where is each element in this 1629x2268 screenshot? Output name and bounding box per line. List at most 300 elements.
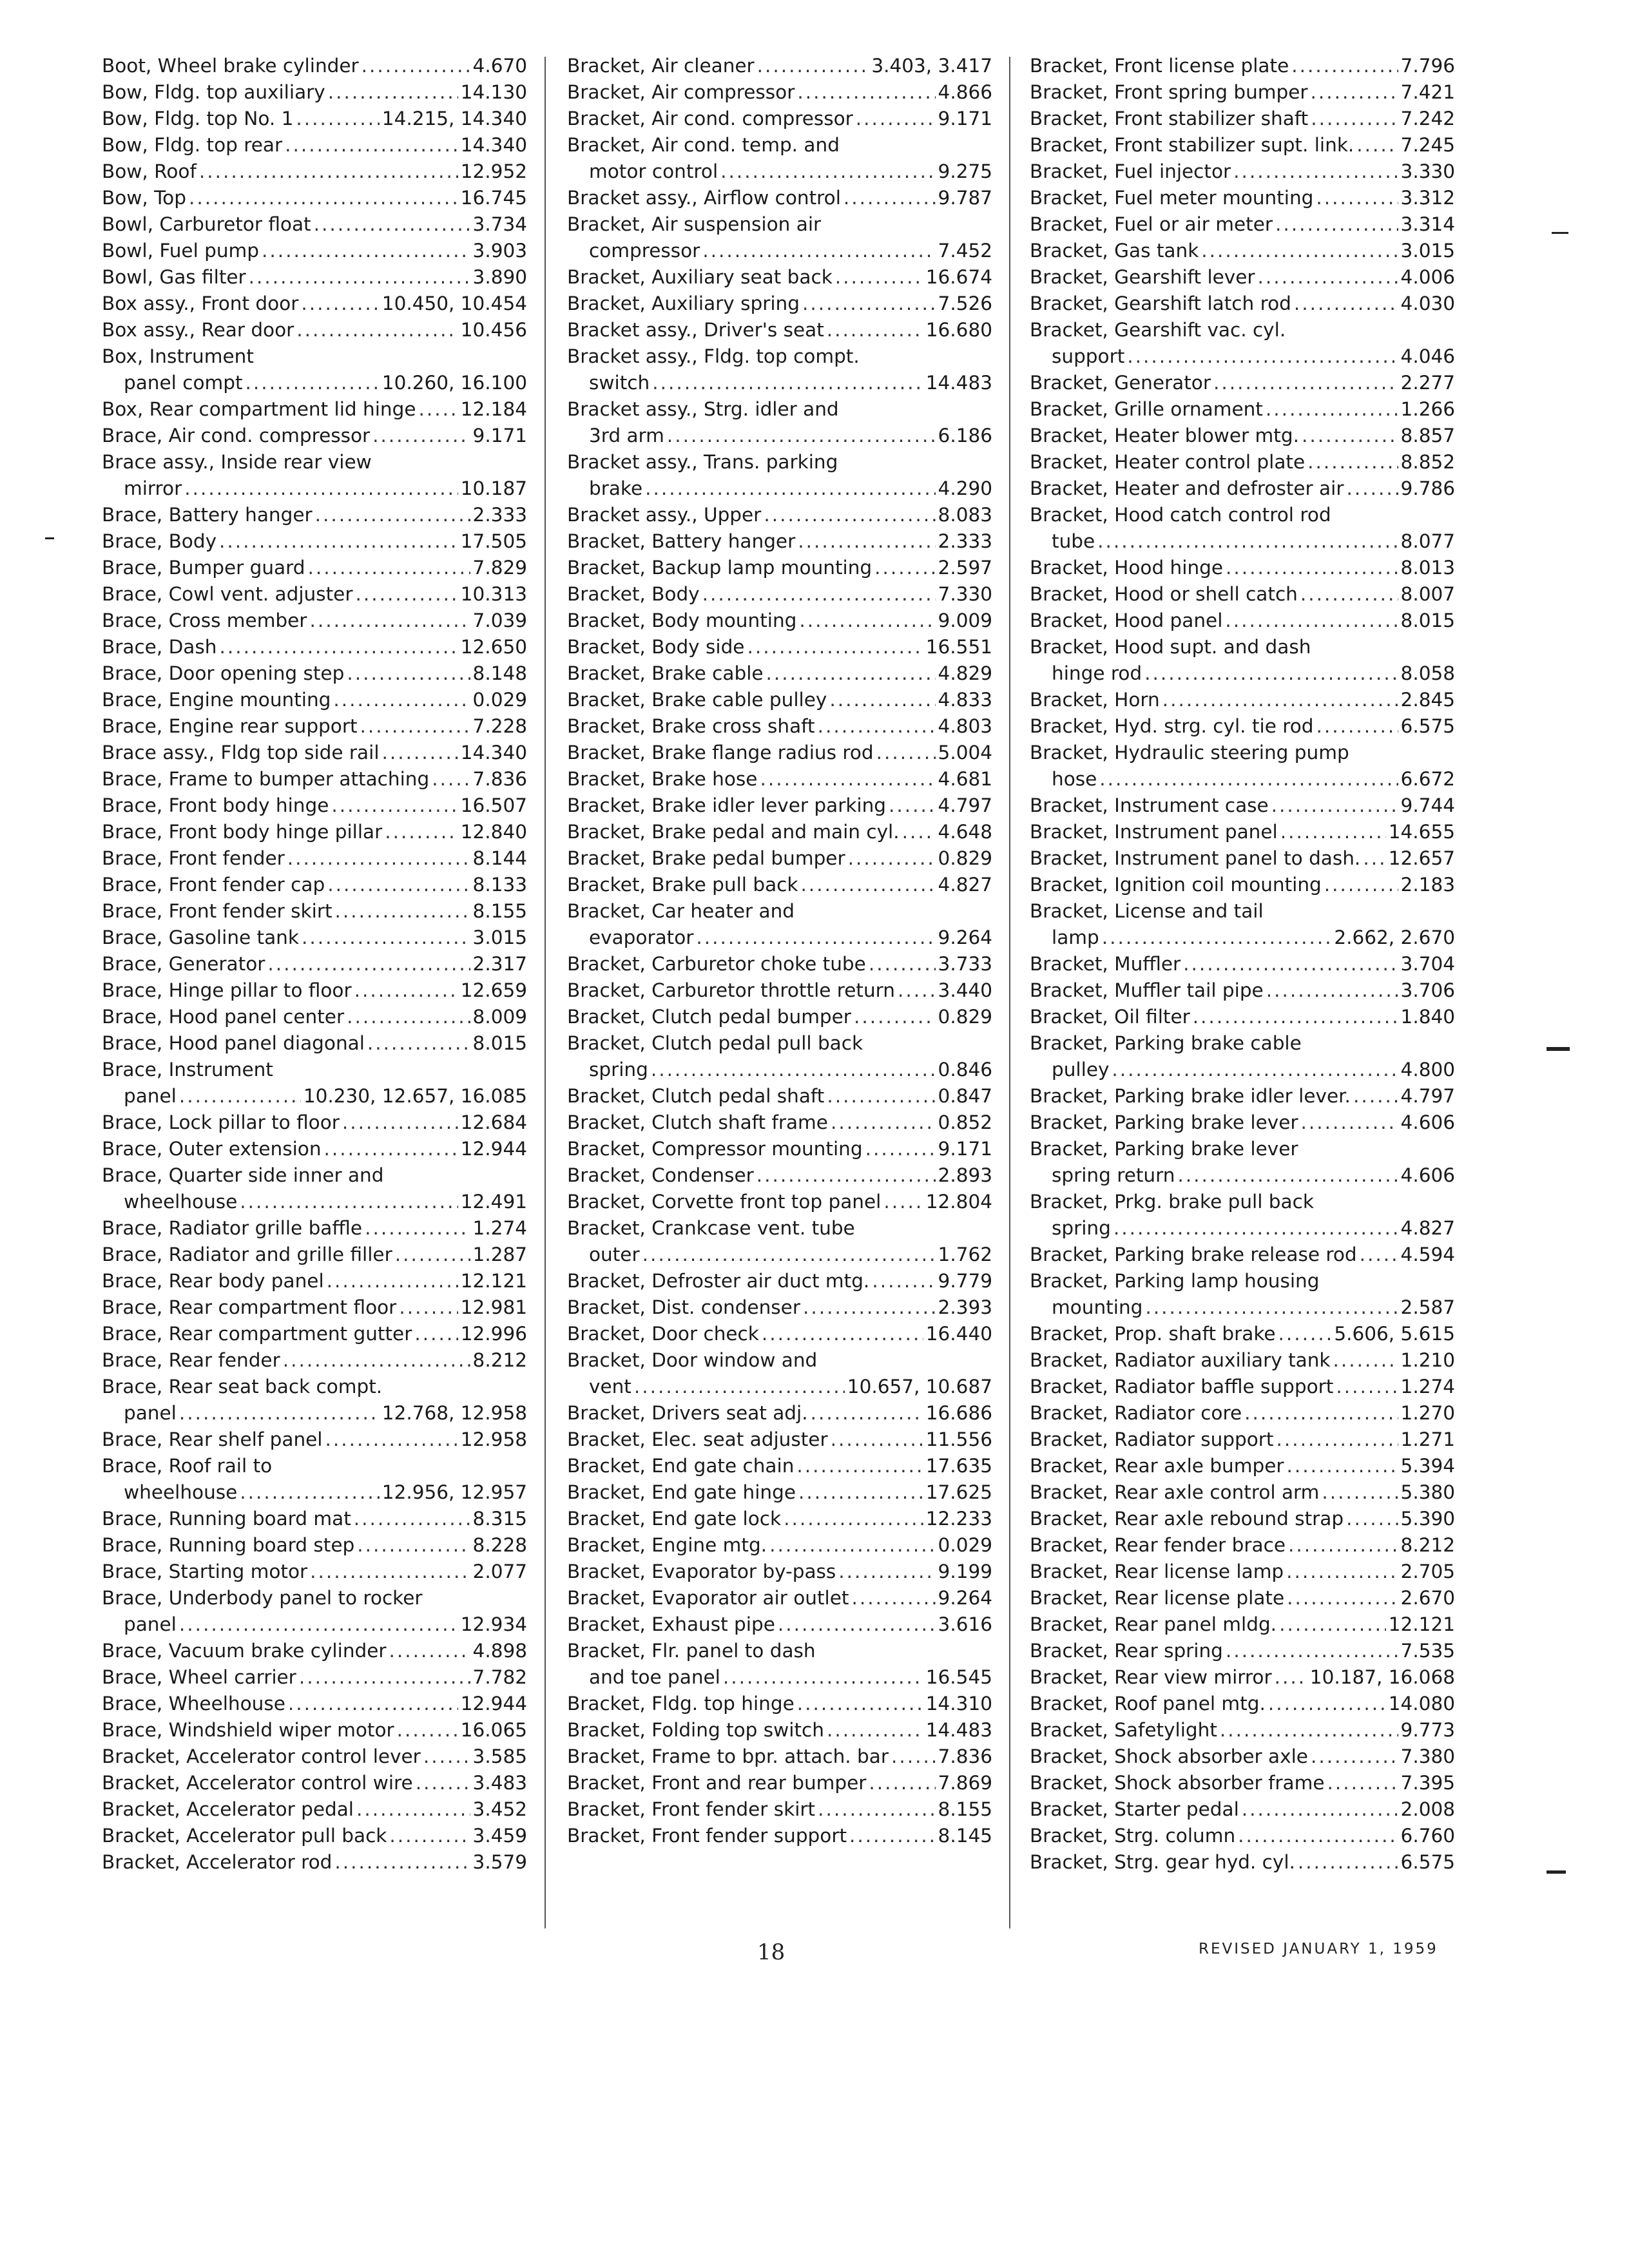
index-entry [102,1004,527,1030]
leader-dots [1316,713,1398,740]
leader-dots [854,1004,936,1030]
leader-dots [796,1453,923,1479]
entry-label: Brace, Running board step [102,1534,355,1556]
leader-dots [1287,1453,1398,1479]
leader-dots [757,53,869,79]
entry-label: Bracket, Condenser [567,1164,754,1186]
leader-dots [267,951,470,977]
leader-dots [1311,79,1398,106]
entry-label: Bracket, Clutch pedal bumper [567,1006,851,1028]
entry-page-ref: 2.077 [472,1561,527,1582]
leader-dots [361,53,470,79]
index-entry [567,555,992,581]
leader-dots [856,106,936,132]
entry-label: Bracket, Brake idler lever parking [567,794,887,816]
entry-page-ref: 10.456 [460,319,527,341]
entry-label: Bowl, Fuel pump [102,240,260,262]
index-entry [567,1189,992,1215]
leader-dots [327,1268,458,1294]
index-entry [1030,317,1455,370]
index-entry [567,1162,992,1189]
leader-dots [1266,396,1398,423]
leader-dots [1276,1427,1398,1453]
entry-page-ref: 17.505 [460,530,527,552]
leader-dots [902,819,936,845]
leader-dots [784,1506,923,1532]
entry-label: Bracket, Fldg. top hinge [567,1693,795,1715]
entry-label: Bracket, Strg. column [1030,1825,1236,1847]
entry-page-ref: 5.390 [1400,1508,1455,1530]
entry-label: Bracket, Parking lamp housing [1030,1270,1320,1292]
entry-page-ref: 5.380 [1400,1481,1455,1503]
entry-label: Bracket, Hood or shell catch [1030,583,1298,605]
entry-label: Bracket, Radiator core [1030,1402,1242,1424]
leader-dots [798,528,935,555]
entry-page-ref: 3.015 [472,927,527,948]
entry-label: Bracket, Body [567,583,700,605]
index-entry [102,898,527,925]
leader-dots [747,634,923,660]
leader-dots [309,608,470,634]
leader-dots [865,1136,936,1162]
leader-dots [240,1479,380,1506]
entry-label: Bracket, Rear axle bumper [1030,1455,1284,1477]
index-entry [102,1664,527,1691]
entry-label: Bracket, Hood hinge [1030,557,1224,579]
index-entry [567,1506,992,1532]
leader-dots [1316,185,1398,211]
leader-dots [389,1638,470,1664]
leader-dots [876,740,936,766]
index-entry [567,581,992,608]
index-entry [102,238,527,264]
entry-label: Bracket assy., Trans. parking [567,451,838,473]
entry-page-ref: 3.704 [1400,953,1455,975]
entry-label: brake [589,477,643,499]
entry-label: Bracket, Brake pedal bumper [567,847,845,869]
entry-label: Bow, Fldg. top No. 1 [102,108,294,130]
index-entry [102,1321,527,1347]
entry-label: lamp [1052,927,1099,948]
entry-label: Bracket, Heater and defroster air [1030,477,1344,499]
entry-label: Bracket, Brake cable pulley [567,689,827,711]
index-entry [1030,713,1455,740]
index-column-3 [1030,53,1455,1876]
entry-page-ref: 8.212 [472,1349,527,1371]
leader-dots [328,79,458,106]
entry-label: Bracket, Shock absorber frame [1030,1772,1325,1794]
entry-label: Bracket, Gearshift latch rod [1030,293,1291,314]
index-entry [1030,1559,1455,1585]
entry-label: Brace, Hood panel center [102,1006,345,1028]
entry-page-ref: 3.312 [1400,187,1455,209]
index-entry [567,1215,992,1268]
index-entry [102,1427,527,1453]
entry-page-ref: 2.393 [938,1296,992,1318]
leader-dots [1346,1506,1398,1532]
entry-label: spring [1052,1217,1111,1239]
index-entry [102,1374,527,1427]
index-entry [102,1268,527,1294]
index-entry [102,211,527,238]
entry-label: Brace, Wheel carrier [102,1666,296,1688]
index-entry [102,1717,527,1744]
leader-dots [800,872,935,898]
entry-page-ref: 3.015 [1400,240,1455,262]
entry-label: Bracket, Ignition coil mounting [1030,874,1322,896]
leader-dots [1311,106,1398,132]
leader-dots [399,1294,458,1321]
entry-page-ref: 3.314 [1400,213,1455,235]
entry-page-ref: 3.903 [472,240,527,262]
entry-label: wheelhouse [124,1191,238,1213]
index-entry [567,1532,992,1559]
entry-page-ref: 1.274 [1400,1376,1455,1398]
entry-page-ref: 14.483 [925,372,992,394]
entry-label: Bracket, Evaporator by-pass [567,1561,836,1582]
index-entry [102,608,527,634]
entry-page-ref: 4.803 [938,715,992,737]
entry-label: Bracket, Front stabilizer shaft [1030,108,1309,130]
entry-page-ref: 12.944 [460,1138,527,1160]
entry-label: Brace, Front body hinge pillar [102,821,383,843]
entry-label: Brace, Front fender skirt [102,900,333,922]
index-entry [1030,1506,1455,1532]
index-entry [102,555,527,581]
entry-page-ref: 5.004 [938,742,992,764]
index-entry [567,1294,992,1321]
index-entry [567,1110,992,1136]
entry-label: Brace, Rear seat back compt. [102,1376,383,1398]
entry-label: Bracket, Air cleaner [567,55,755,77]
leader-dots [199,159,458,185]
entry-label: Bracket, Front license plate [1030,55,1289,77]
leader-dots [355,581,458,608]
entry-label: Bracket, Brake pedal and main cyl. [567,821,900,843]
leader-dots [797,1691,923,1717]
index-entry [102,977,527,1004]
entry-label: Brace, Cross member [102,610,307,631]
entry-page-ref: 10.657, 10.687 [847,1376,992,1398]
leader-dots [419,396,458,423]
index-entry [102,159,527,185]
entry-page-ref: 3.890 [472,266,527,288]
entry-page-ref: 3.585 [472,1745,527,1767]
leader-dots [184,476,458,502]
entry-label: Bracket, Folding top switch [567,1719,824,1741]
leader-dots [354,977,458,1004]
leader-dots [803,1294,936,1321]
leader-dots [246,370,380,396]
entry-label: outer [589,1244,640,1265]
entry-label: Bracket, Front spring bumper [1030,81,1308,103]
leader-dots [898,977,936,1004]
entry-label: Brace, Outer extension [102,1138,322,1160]
entry-page-ref: 9.773 [1400,1719,1455,1741]
entry-page-ref: 2.587 [1400,1296,1455,1318]
entry-page-ref: 9.779 [938,1270,992,1292]
entry-page-ref: 16.674 [925,266,992,288]
entry-page-ref: 12.944 [460,1693,527,1715]
leader-dots [1099,766,1398,793]
index-entry [102,1796,527,1823]
leader-dots [1356,132,1398,159]
index-entry [567,766,992,793]
leader-dots [1286,1559,1398,1585]
entry-page-ref: 16.680 [925,319,992,341]
entry-label: Bracket, Grille ornament [1030,398,1263,420]
leader-dots [831,1427,923,1453]
entry-page-ref: 4.829 [938,662,992,684]
index-entry [567,106,992,132]
leader-dots [367,1030,470,1057]
index-entry [1030,1189,1455,1242]
entry-page-ref: 4.030 [1400,293,1455,314]
entry-label: Bracket, Hood catch control rod [1030,504,1331,526]
index-entry [1030,1110,1455,1136]
leader-dots [874,555,935,581]
index-entry [1030,1638,1455,1664]
index-entry [567,845,992,872]
entry-label: Brace, Rear shelf panel [102,1428,323,1450]
entry-label: Bracket, Rear spring [1030,1640,1223,1662]
index-entry [567,264,992,291]
leader-dots [1266,977,1398,1004]
index-entry [102,766,527,793]
entry-label: Box assy., Front door [102,293,299,314]
entry-label: Bracket, Strg. gear hyd. cyl. [1030,1851,1295,1873]
index-entry [567,343,992,396]
entry-page-ref: 7.421 [1400,81,1455,103]
index-entry [567,951,992,977]
entry-label: Bracket, Door check [567,1323,759,1345]
entry-label: spring return [1052,1164,1175,1186]
index-column-2 [567,53,992,1849]
entry-page-ref: 8.212 [1400,1534,1455,1556]
leader-dots [762,1321,923,1347]
entry-label: Bracket, Starter pedal [1030,1798,1239,1820]
entry-page-ref: 3.459 [472,1825,527,1847]
leader-dots [1298,1849,1398,1876]
index-entry [1030,159,1455,185]
entry-page-ref: 14.340 [460,134,527,156]
leader-dots [240,1189,458,1215]
leader-dots [802,291,936,317]
leader-dots [702,581,936,608]
leader-dots [331,793,458,819]
entry-label: Bracket, Flr. panel to dash [567,1640,816,1662]
entry-page-ref: 1.762 [938,1244,992,1265]
entry-page-ref: 4.670 [472,55,527,77]
entry-label: Brace, Lock pillar to floor [102,1111,340,1133]
entry-page-ref: 6.672 [1400,768,1455,790]
leader-dots [288,1691,458,1717]
entry-label: Bracket, Generator [1030,372,1211,394]
leader-dots [382,740,458,766]
index-entry [1030,845,1455,872]
index-entry [102,1849,527,1876]
entry-page-ref: 8.857 [1400,425,1455,447]
entry-label: Bracket, Instrument panel [1030,821,1278,843]
entry-page-ref: 14.080 [1388,1693,1455,1715]
leader-dots [416,1770,470,1796]
entry-page-ref: 8.315 [472,1508,527,1530]
entry-page-ref: 7.452 [938,240,992,262]
leader-dots [1279,1611,1386,1638]
entry-label: Bracket, Clutch pedal shaft [567,1085,825,1107]
entry-label: Bracket, Body mounting [567,610,797,631]
entry-page-ref: 12.768, 12.958 [381,1402,527,1424]
entry-label: Bracket, Car heater and [567,900,795,922]
index-entry [567,740,992,766]
index-entry [102,53,527,79]
entry-page-ref: 14.340 [460,742,527,764]
leader-dots [829,687,935,713]
index-entry [567,977,992,1004]
entry-label: Bracket, Hood supt. and dash [1030,636,1311,658]
index-entry [1030,1321,1455,1347]
index-entry [102,79,527,106]
index-entry [102,264,527,291]
entry-label: mounting [1052,1296,1143,1318]
entry-page-ref: 1.274 [472,1217,527,1239]
entry-label: Brace, Rear compartment floor [102,1296,397,1318]
leader-dots [189,185,458,211]
leader-dots [395,1242,470,1268]
entry-page-ref: 8.228 [472,1534,527,1556]
entry-label: Brace, Instrument [102,1059,273,1081]
index-entry [102,106,527,132]
entry-page-ref: 0.829 [938,1006,992,1028]
index-entry [102,1638,527,1664]
leader-dots [869,1770,935,1796]
entry-label: vent [589,1376,631,1398]
leader-dots [696,925,935,951]
entry-page-ref: 3.706 [1400,979,1455,1001]
entry-label: Bracket, Radiator auxiliary tank [1030,1349,1331,1371]
entry-label: Bracket, Accelerator pull back [102,1825,387,1847]
leader-dots [423,1744,470,1770]
entry-page-ref: 14.655 [1388,821,1455,843]
leader-dots [342,1110,458,1136]
leader-dots [360,713,470,740]
entry-label: Bracket, Hydraulic steering pump [1030,742,1349,764]
entry-label: Bracket, Carburetor throttle return [567,979,895,1001]
entry-page-ref: 16.440 [925,1323,992,1345]
index-entry [1030,740,1455,793]
entry-page-ref: 7.796 [1400,55,1455,77]
leader-dots [889,793,936,819]
index-entry [102,1242,527,1268]
index-entry [1030,79,1455,106]
entry-page-ref: 8.145 [938,1825,992,1847]
leader-dots [827,1717,923,1744]
entry-page-ref: 0.829 [938,847,992,869]
entry-page-ref: 4.006 [1400,266,1455,288]
leader-dots [219,528,458,555]
index-entry [102,687,527,713]
index-entry [102,1744,527,1770]
index-entry [102,1347,527,1374]
leader-dots [1280,819,1386,845]
leader-dots [827,317,923,343]
leader-dots [334,1849,470,1876]
index-entry [102,1559,527,1585]
entry-label: Bracket, Carburetor choke tube [567,953,866,975]
leader-dots [1225,608,1398,634]
entry-label: Bracket, Air cond. compressor [567,108,853,130]
index-entry [102,291,527,317]
leader-dots [1287,1585,1398,1611]
entry-label: Bracket, Heater control plate [1030,451,1306,473]
entry-label: and toe panel [589,1666,720,1688]
entry-label: Bracket, Brake hose [567,768,758,790]
index-entry [567,1004,992,1030]
entry-label: Bracket, Brake flange radius rod [567,742,874,764]
index-entry [102,872,527,898]
leader-dots [1336,1374,1398,1400]
index-entry [567,502,992,528]
leader-dots [432,766,470,793]
entry-label: Brace assy., Fldg top side rail [102,742,380,764]
leader-dots [645,476,935,502]
index-entry [1030,898,1455,951]
entry-page-ref: 1.266 [1400,398,1455,420]
entry-page-ref: 2.670 [1400,1587,1455,1609]
entry-page-ref: 8.015 [1400,610,1455,631]
entry-page-ref: 8.155 [938,1798,992,1820]
leader-dots [1324,872,1398,898]
index-entry [567,634,992,660]
index-entry [102,660,527,687]
leader-dots [302,925,470,951]
entry-page-ref: 4.290 [938,477,992,499]
leader-dots [872,1268,935,1294]
index-column-1 [102,53,527,1876]
entry-label: hose [1052,768,1097,790]
entry-page-ref: 9.264 [938,1587,992,1609]
index-entry [102,1110,527,1136]
entry-label: Bracket, Roof panel mtg. [1030,1693,1266,1715]
entry-label: mirror [124,477,182,499]
entry-label: Bracket, Battery hanger [567,530,796,552]
entry-label: Bracket, Rear license plate [1030,1587,1285,1609]
entry-label: Bracket, Front fender support [567,1825,847,1847]
index-entry [567,713,992,740]
entry-page-ref: 8.852 [1400,451,1455,473]
entry-page-ref: 3.733 [938,953,992,975]
entry-label: Bracket, Radiator support [1030,1428,1274,1450]
entry-label: Bracket, Oil filter [1030,1006,1190,1028]
entry-page-ref: 7.330 [938,583,992,605]
index-entry [102,1030,527,1057]
leader-dots [1271,793,1398,819]
entry-page-ref: 7.829 [472,557,527,579]
entry-label: Brace, Generator [102,953,265,975]
entry-label: Brace, Engine mounting [102,689,331,711]
entry-label: Bow, Roof [102,160,197,182]
leader-dots [652,370,923,396]
index-entry [102,1057,527,1110]
leader-dots [1360,1242,1398,1268]
entry-label: support [1052,345,1125,367]
entry-page-ref: 12.684 [460,1111,527,1133]
leader-dots [769,1532,935,1559]
entry-label: Bracket, Rear panel mldg. [1030,1613,1277,1635]
entry-page-ref: 12.981 [460,1296,527,1318]
entry-page-ref: 4.800 [1400,1059,1455,1081]
index-entry [102,343,527,396]
